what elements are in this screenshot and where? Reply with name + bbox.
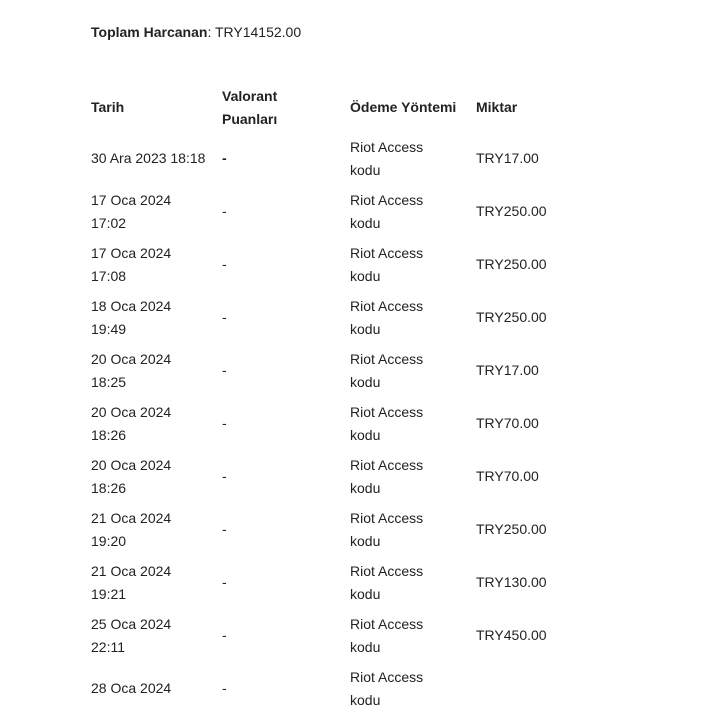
row-amount: TRY70.00: [476, 415, 539, 431]
row-valorant-points: -: [222, 362, 227, 378]
total-spent-value: TRY14152.00: [214, 24, 302, 40]
row-date: 30 Ara 2023 18:18: [91, 150, 206, 166]
table-row: [85, 291, 590, 344]
row-date: 25 Oca 2024 22:11: [91, 615, 172, 655]
row-valorant-points: -: [222, 574, 227, 590]
row-valorant-points: -: [222, 627, 227, 643]
row-date: 28 Oca 2024: [91, 680, 172, 696]
row-amount: TRY250.00: [476, 309, 547, 325]
row-payment-method: Riot Access kodu: [350, 350, 424, 390]
table-row: [85, 397, 590, 450]
table-row: [85, 662, 590, 715]
row-amount: TRY450.00: [476, 627, 547, 643]
row-valorant-points: -: [222, 150, 227, 166]
row-valorant-points: -: [222, 521, 227, 537]
column-header-date: Tarih: [91, 99, 125, 115]
row-payment-method: Riot Access kodu: [350, 668, 424, 708]
row-amount: TRY70.00: [476, 468, 539, 484]
row-amount: [470, 662, 590, 715]
total-spent-separator: :: [207, 24, 212, 40]
row-valorant-points: -: [222, 309, 227, 325]
row-date: 21 Oca 2024 19:20: [91, 509, 172, 549]
row-date: 20 Oca 2024 18:26: [91, 456, 172, 496]
row-amount: TRY250.00: [476, 203, 547, 219]
row-date: 20 Oca 2024 18:25: [91, 350, 172, 390]
row-payment-method: Riot Access kodu: [350, 244, 424, 284]
row-date: 21 Oca 2024 19:21: [91, 562, 172, 602]
row-payment-method: Riot Access kodu: [350, 615, 424, 655]
row-valorant-points: -: [222, 415, 227, 431]
row-payment-method: Riot Access kodu: [350, 297, 424, 337]
column-header-amount: Miktar: [476, 99, 518, 115]
table-header-row: [85, 83, 590, 132]
table-row: [85, 185, 590, 238]
purchase-history-table: [85, 83, 590, 715]
row-payment-method: Riot Access kodu: [350, 138, 424, 178]
table-row: [85, 132, 590, 185]
row-date: 18 Oca 2024 19:49: [91, 297, 172, 337]
row-valorant-points: -: [222, 468, 227, 484]
table-row: [85, 450, 590, 503]
column-header-payment-method: Ödeme Yöntemi: [350, 99, 457, 115]
row-payment-method: Riot Access kodu: [350, 562, 424, 602]
row-valorant-points: -: [222, 680, 227, 696]
row-amount: TRY130.00: [476, 574, 547, 590]
table-row: [85, 344, 590, 397]
total-spent-label: Toplam Harcanan: [91, 24, 208, 40]
table-row: [85, 609, 590, 662]
row-valorant-points: -: [222, 256, 227, 272]
table-row: [85, 238, 590, 291]
row-amount: TRY250.00: [476, 256, 547, 272]
row-amount: TRY250.00: [476, 521, 547, 537]
column-header-valorant-points: Valorant Puanları: [222, 87, 278, 127]
row-date: 17 Oca 2024 17:02: [91, 191, 172, 231]
total-spent-summary: [91, 22, 301, 42]
row-date: 20 Oca 2024 18:26: [91, 403, 172, 443]
row-amount: TRY17.00: [476, 150, 539, 166]
row-valorant-points: -: [222, 203, 227, 219]
row-payment-method: Riot Access kodu: [350, 509, 424, 549]
row-date: 17 Oca 2024 17:08: [91, 244, 172, 284]
row-payment-method: Riot Access kodu: [350, 456, 424, 496]
row-amount: TRY17.00: [476, 362, 539, 378]
table-row: [85, 503, 590, 556]
row-payment-method: Riot Access kodu: [350, 191, 424, 231]
table-row: [85, 556, 590, 609]
row-payment-method: Riot Access kodu: [350, 403, 424, 443]
